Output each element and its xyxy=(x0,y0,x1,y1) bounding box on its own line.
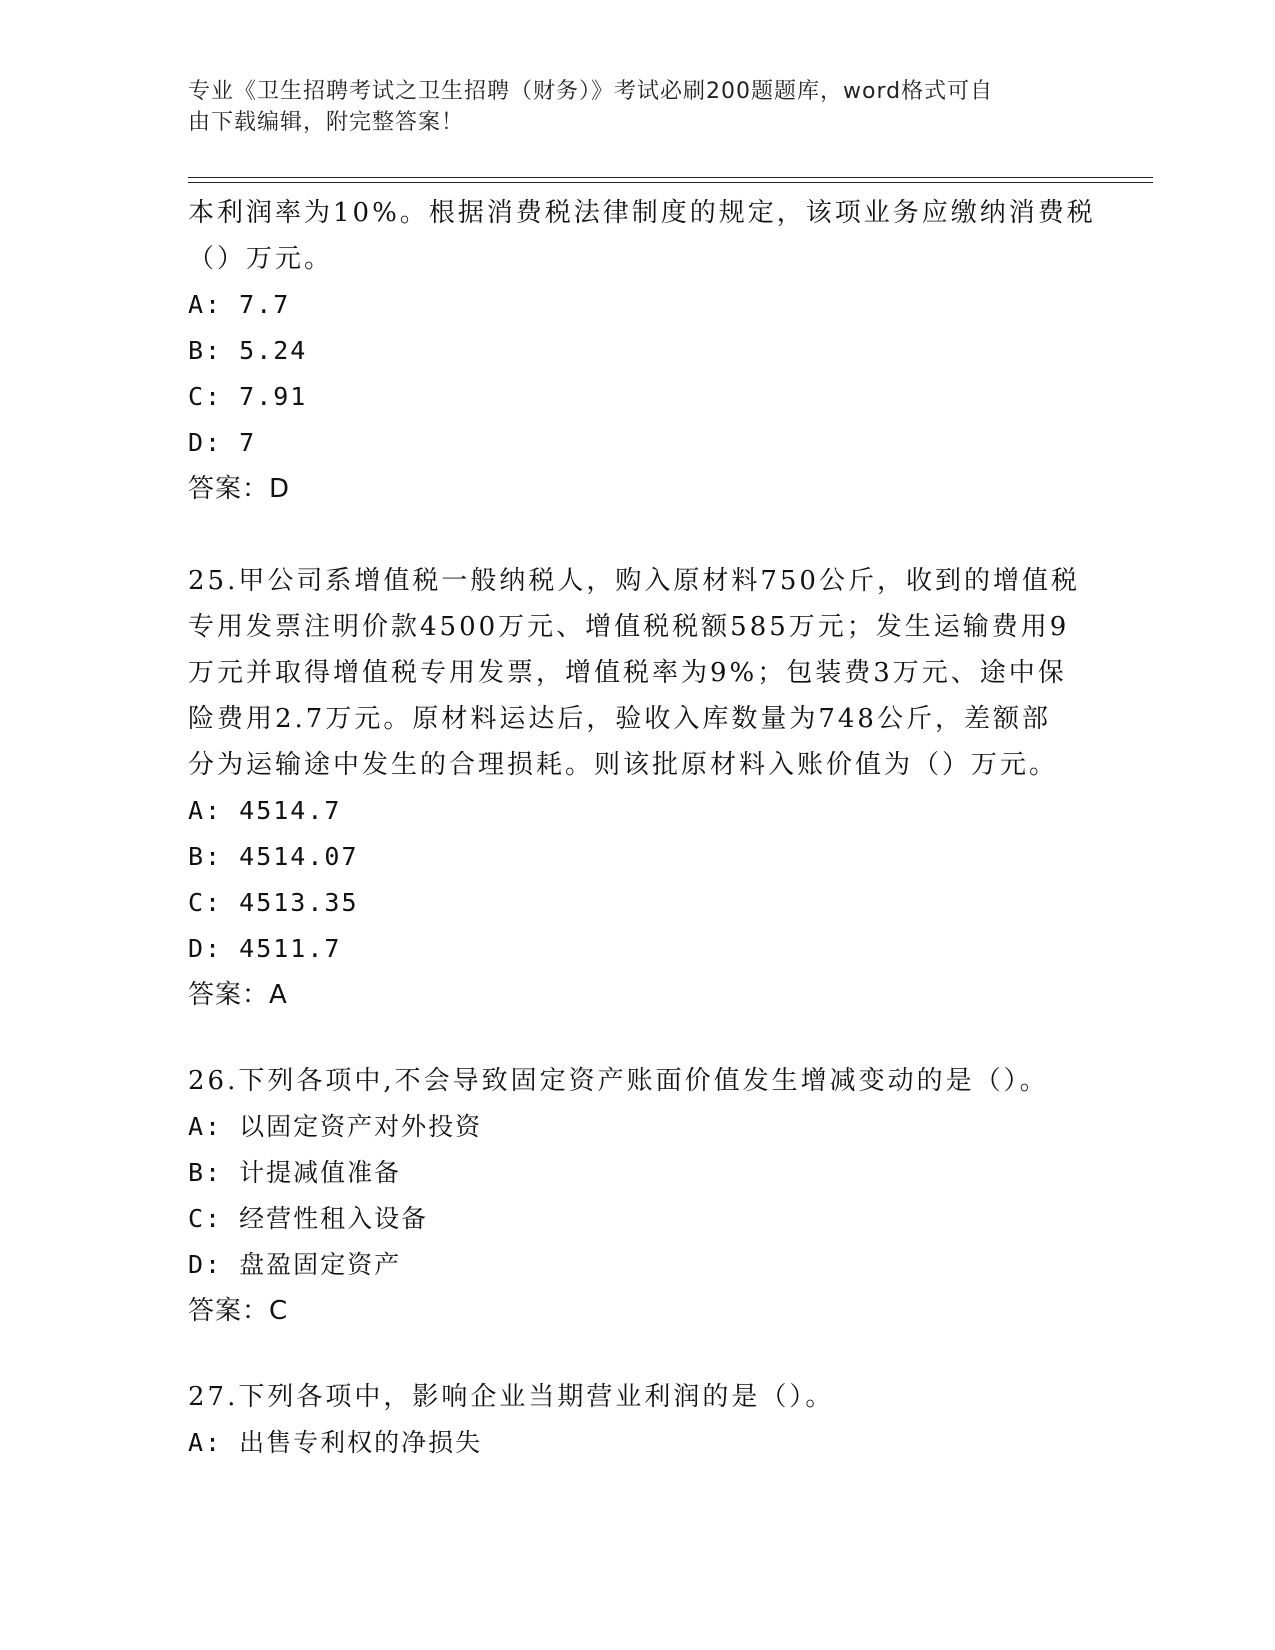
question-stem-line: 本利润率为10%。根据消费税法律制度的规定，该项业务应缴纳消费税 xyxy=(188,198,1096,228)
question-24 xyxy=(188,190,1096,512)
question-stem-line: 27.下列各项中，影响企业当期营业利润的是（）。 xyxy=(188,1382,835,1412)
question-stem-line: 险费用2.7万元。原材料运达后，验收入库数量为748公斤，差额部 xyxy=(188,704,1051,734)
answer: 答案：D xyxy=(188,474,291,504)
header-rule-top xyxy=(188,177,1153,178)
option-c: C: 4513.35 xyxy=(188,888,359,917)
option-c: C: 7.91 xyxy=(188,382,308,411)
option-a: A: 出售专利权的净损失 xyxy=(188,1428,483,1457)
question-stem-line: 25.甲公司系增值税一般纳税人，购入原材料750公斤，收到的增值税 xyxy=(188,566,1080,596)
document-header xyxy=(188,76,1068,138)
option-d: D: 7 xyxy=(188,428,257,457)
question-25 xyxy=(188,558,1088,1018)
question-27 xyxy=(188,1374,1088,1466)
answer: 答案：A xyxy=(188,980,288,1010)
header-rule-bottom xyxy=(188,182,1153,183)
option-c: C: 经营性租入设备 xyxy=(188,1204,429,1233)
option-a: A: 以固定资产对外投资 xyxy=(188,1112,483,1141)
question-stem-line: 专用发票注明价款4500万元、增值税税额585万元；发生运输费用9 xyxy=(188,612,1070,642)
option-b: B: 计提减值准备 xyxy=(188,1158,402,1187)
option-b: B: 4514.07 xyxy=(188,842,359,871)
question-stem-line: 万元并取得增值税专用发票，增值税率为9%；包装费3万元、途中保 xyxy=(188,658,1067,688)
question-stem-line: 26.下列各项中,不会导致固定资产账面价值发生增减变动的是（）。 xyxy=(188,1066,1049,1096)
option-a: A: 4514.7 xyxy=(188,796,342,825)
question-26 xyxy=(188,1058,1088,1334)
option-d: D: 4511.7 xyxy=(188,934,342,963)
option-a: A: 7.7 xyxy=(188,290,291,319)
option-d: D: 盘盈固定资产 xyxy=(188,1250,402,1279)
header-line-1: 专业《卫生招聘考试之卫生招聘（财务）》考试必刷200题题库，word格式可自 xyxy=(188,79,994,104)
document-body xyxy=(188,190,1096,1466)
option-b: B: 5.24 xyxy=(188,336,308,365)
header-line-2: 由下载编辑，附完整答案！ xyxy=(188,110,465,135)
question-stem-line: 分为运输途中发生的合理损耗。则该批原材料入账价值为（）万元。 xyxy=(188,750,1059,780)
question-stem-line: （）万元。 xyxy=(188,244,334,274)
answer: 答案：C xyxy=(188,1296,289,1326)
